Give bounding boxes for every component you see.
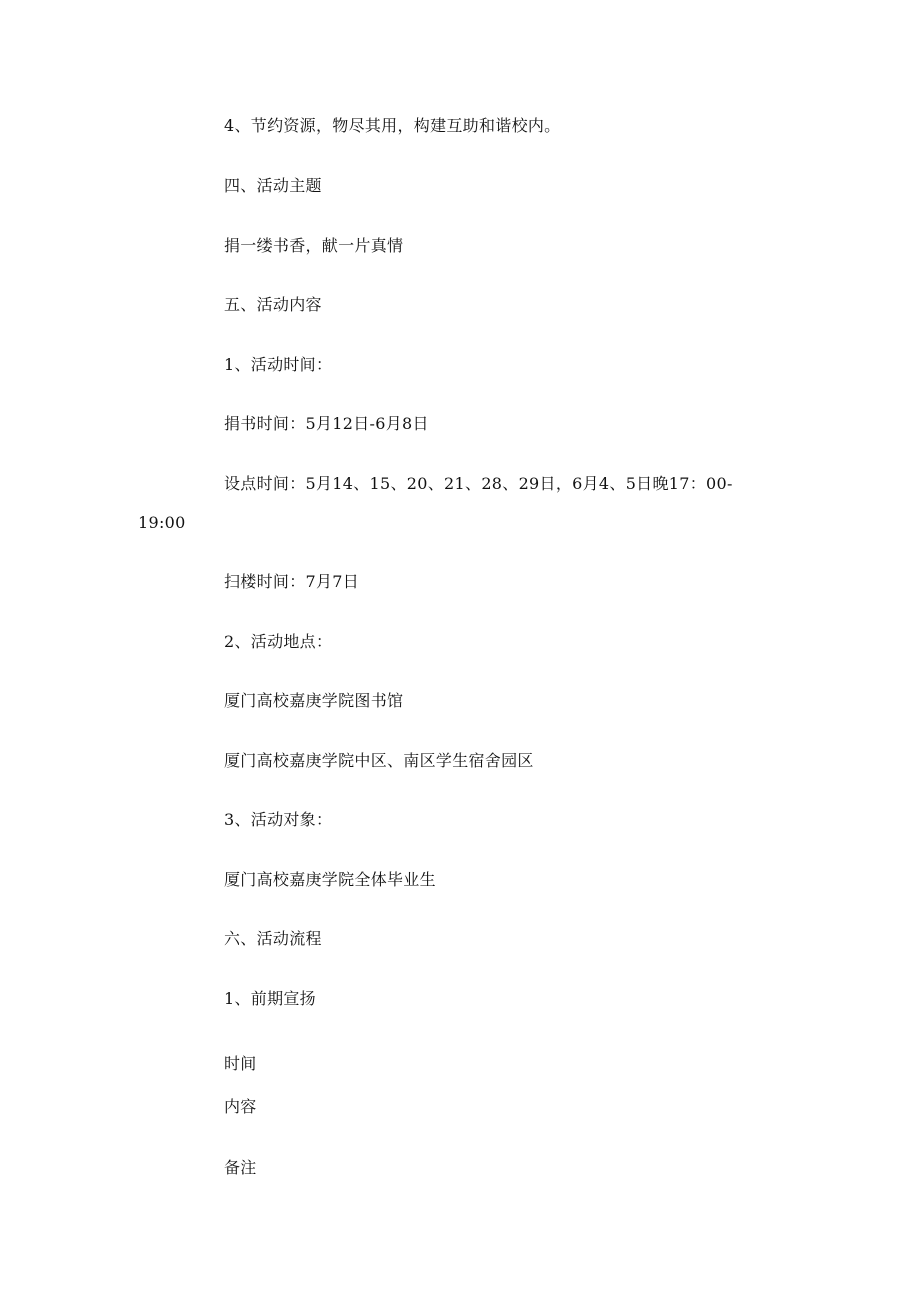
paragraph-sweep-time: 扫楼时间：7月7日	[224, 572, 360, 591]
subheading-activity-time: 1、活动时间：	[224, 355, 333, 374]
table-header-time: 时间	[224, 1054, 257, 1073]
paragraph-donation-time: 捐书时间：5月12日-6月8日	[224, 414, 429, 433]
table-header-content: 内容	[224, 1097, 257, 1116]
paragraph-location-dorms: 厦门高校嘉庚学院中区、南区学生宿舍园区	[224, 751, 534, 770]
paragraph-booth-time: 设点时间：5月14、15、20、21、28、29日，6月4、5日晚17：00-	[224, 474, 733, 493]
subheading-early-promotion: 1、前期宣扬	[224, 989, 316, 1008]
paragraph-goal-4: 4、节约资源，物尽其用，构建互助和谐校内。	[224, 116, 561, 135]
paragraph-theme-text: 捐一缕书香，献一片真情	[224, 236, 404, 255]
heading-activity-process: 六、活动流程	[224, 929, 322, 948]
paragraph-booth-time-continued: 19:00	[138, 513, 186, 532]
subheading-activity-location: 2、活动地点：	[224, 632, 333, 651]
heading-activity-theme: 四、活动主题	[224, 176, 322, 195]
subheading-activity-target: 3、活动对象：	[224, 810, 333, 829]
paragraph-location-library: 厦门高校嘉庚学院图书馆	[224, 691, 404, 710]
paragraph-target-graduates: 厦门高校嘉庚学院全体毕业生	[224, 870, 436, 889]
heading-activity-content: 五、活动内容	[224, 295, 322, 314]
table-header-notes: 备注	[224, 1158, 257, 1177]
